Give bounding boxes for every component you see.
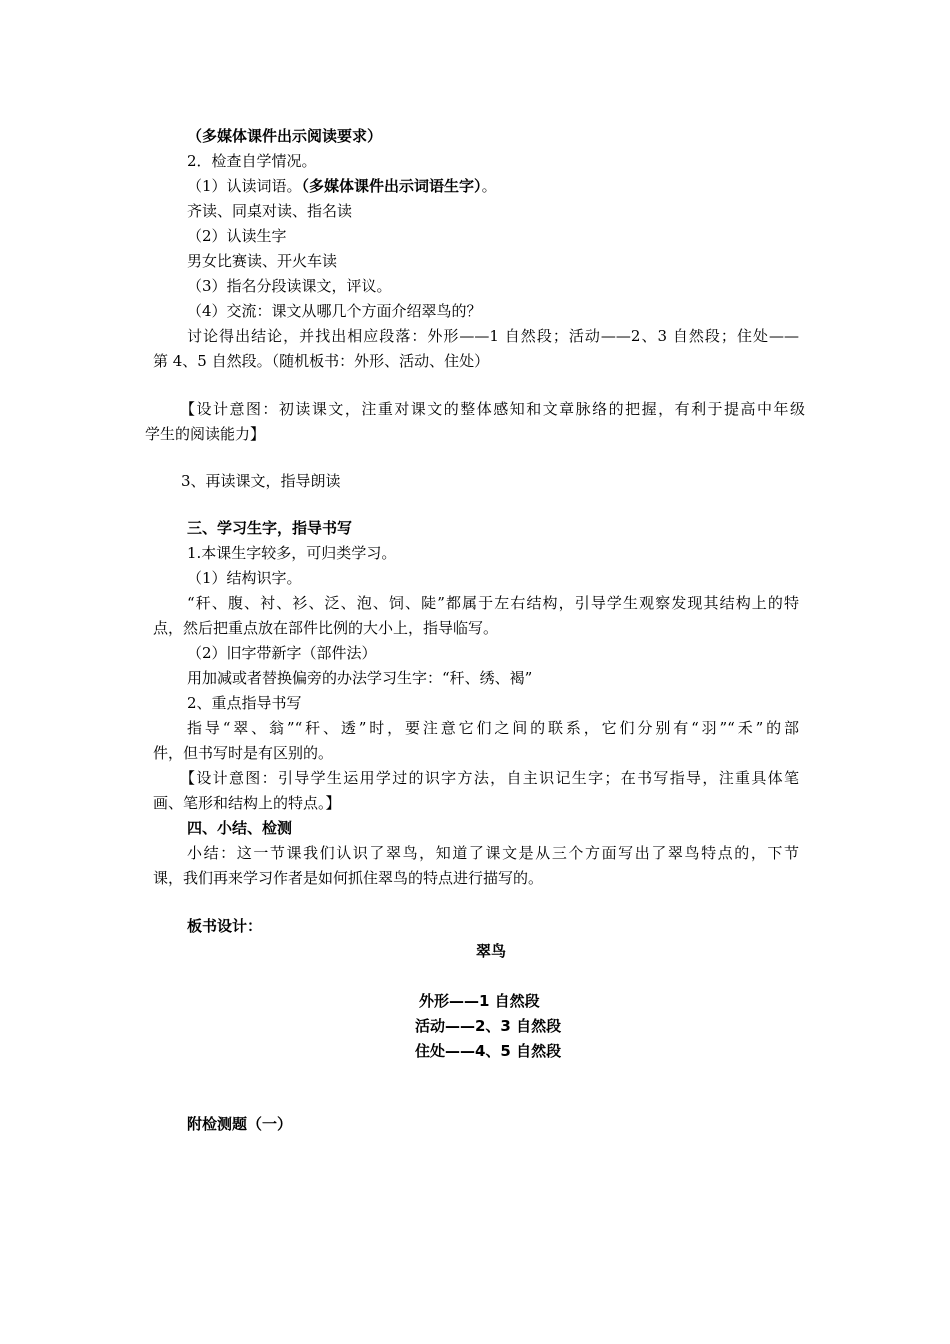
- appendix-heading: 附检测题（一）: [187, 1115, 293, 1133]
- paragraph-line: 男女比赛读、开火车读: [187, 252, 338, 270]
- multimedia-note: （多媒体课件出示阅读要求）: [187, 127, 383, 145]
- paragraph-line: 点，然后把重点放在部件比例的大小上，指导临写。: [153, 619, 499, 637]
- section-heading: 三、学习生字，指导书写: [187, 519, 353, 537]
- paragraph-line: （1）结构识字。: [187, 569, 302, 587]
- design-intent: 学生的阅读能力】: [145, 425, 266, 443]
- board-title: 翠鸟: [476, 942, 507, 960]
- design-intent: 【设计意图：引导学生运用学过的识字方法，自主识记生字；在书写指导，注重具体笔: [180, 769, 799, 787]
- board-item: 住处——4、5 自然段: [415, 1042, 562, 1060]
- paragraph-line: （3）指名分段读课文，评议。: [187, 277, 392, 295]
- paragraph-line: 第 4、5 自然段。（随机板书：外形、活动、住处）: [153, 352, 490, 370]
- paragraph-line: “秆、腹、衬、衫、泛、泡、饲、陡”都属于左右结构，引导学生观察发现其结构上的特: [187, 594, 799, 612]
- paragraph-line: 讨论得出结论，并找出相应段落：外形——1 自然段；活动——2、3 自然段；住处——: [187, 327, 799, 345]
- paragraph-line: 用加减或者替换偏旁的办法学习生字：“秆、绣、褐”: [187, 669, 533, 687]
- paragraph-line: 2、重点指导书写: [187, 694, 302, 712]
- design-intent: 【设计意图：初读课文，注重对课文的整体感知和文章脉络的把握，有利于提高中年级: [180, 400, 805, 418]
- paragraph-line: 课，我们再来学习作者是如何抓住翠鸟的特点进行描写的。: [153, 869, 544, 887]
- paragraph-line: （2）认读生字: [187, 227, 287, 245]
- paragraph-line: [187, 176, 497, 196]
- section-heading: 四、小结、检测: [187, 819, 293, 837]
- multimedia-note: （多媒体课件出示词语生字）: [301, 177, 482, 195]
- board-item: 外形——1 自然段: [419, 992, 540, 1010]
- paragraph-line: （4）交流：课文从哪几个方面介绍翠鸟的？: [187, 302, 482, 320]
- board-item: 活动——2、3 自然段: [415, 1017, 562, 1035]
- paragraph-line: （2）旧字带新字（部件法）: [187, 644, 377, 662]
- design-intent: 画、笔形和结构上的特点。】: [153, 794, 341, 812]
- text-span: 。: [481, 177, 497, 195]
- board-design-label: 板书设计：: [187, 917, 263, 935]
- step-heading: 2．检查自学情况。: [187, 152, 317, 170]
- paragraph-line: 1.本课生字较多，可归类学习。: [187, 544, 397, 562]
- paragraph-line: 齐读、同桌对读、指名读: [187, 202, 353, 220]
- text-span: （1）认读词语。: [187, 177, 302, 195]
- paragraph-line: 件，但书写时是有区别的。: [153, 744, 334, 762]
- paragraph-line: 指导“翠、翁”“秆、透”时，要注意它们之间的联系，它们分别有“羽”“禾”的部: [187, 719, 799, 737]
- step-heading: 3、再读课文，指导朗读: [181, 472, 341, 490]
- paragraph-line: 小结：这一节课我们认识了翠鸟，知道了课文是从三个方面写出了翠鸟特点的，下节: [187, 844, 799, 862]
